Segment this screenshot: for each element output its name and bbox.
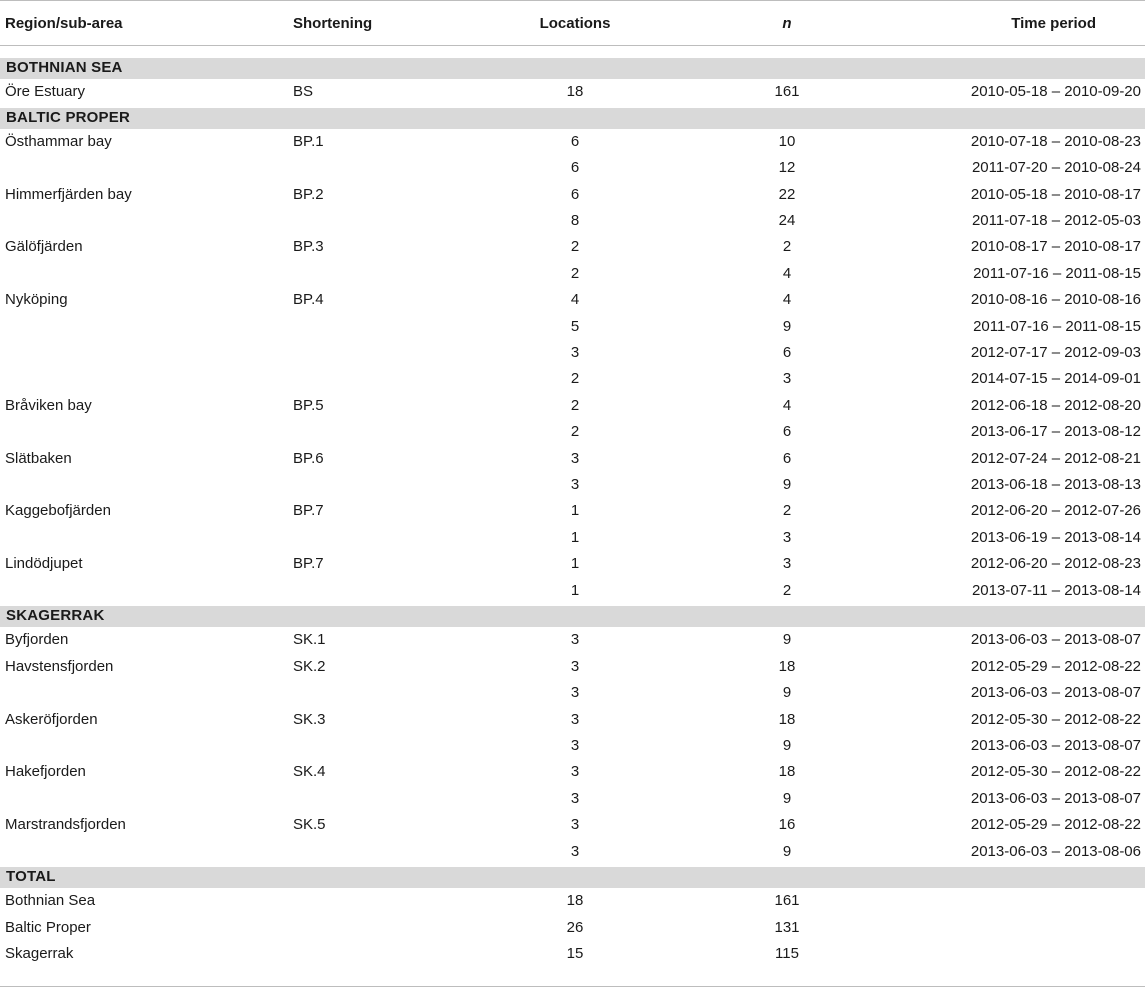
cell-time-period: 2011-07-16 – 2011-08-15 xyxy=(973,264,1141,282)
cell-region: Lindödjupet xyxy=(5,555,83,573)
table-row xyxy=(0,680,1145,706)
table-row xyxy=(0,759,1145,785)
cell-time-period: 2012-06-20 – 2012-07-26 xyxy=(970,502,1141,520)
table-row xyxy=(0,155,1145,181)
cell-time-period: 2012-06-18 – 2012-08-20 xyxy=(970,396,1141,414)
table-row xyxy=(0,446,1145,472)
section-header xyxy=(0,108,1145,129)
cell-shortening: BP.6 xyxy=(293,449,324,467)
cell-time-period: 2013-07-11 – 2013-08-14 xyxy=(971,581,1141,599)
cell-locations: 5 xyxy=(570,317,580,335)
cell-shortening: SK.2 xyxy=(293,657,326,675)
header-time-period: Time period xyxy=(1011,15,1096,32)
header-locations: Locations xyxy=(539,15,611,32)
section-title: BOTHNIAN SEA xyxy=(6,59,123,76)
table-row xyxy=(0,888,1145,914)
table-row xyxy=(0,525,1145,551)
cell-n: 3 xyxy=(782,370,792,388)
table-row xyxy=(0,261,1145,287)
section-header xyxy=(0,606,1145,627)
cell-locations: 3 xyxy=(570,631,580,649)
cell-locations: 18 xyxy=(566,892,584,910)
cell-locations: 2 xyxy=(570,423,580,441)
cell-time-period: 2012-06-20 – 2012-08-23 xyxy=(970,555,1141,573)
cell-locations: 3 xyxy=(570,475,580,493)
cell-time-period: 2013-06-03 – 2013-08-06 xyxy=(970,842,1141,860)
cell-n: 2 xyxy=(782,238,792,256)
cell-locations: 2 xyxy=(570,264,580,282)
cell-locations: 6 xyxy=(570,185,580,203)
cell-shortening: BP.4 xyxy=(293,291,324,309)
table-row xyxy=(0,419,1145,445)
cell-shortening: BP.1 xyxy=(293,132,324,150)
table-row xyxy=(0,915,1145,941)
table-row xyxy=(0,314,1145,340)
cell-n: 9 xyxy=(782,317,792,335)
cell-time-period: 2011-07-18 – 2012-05-03 xyxy=(971,212,1141,230)
header-region: Region/sub-area xyxy=(5,15,123,32)
cell-region: Bothnian Sea xyxy=(5,892,96,910)
table-row xyxy=(0,340,1145,366)
cell-time-period: 2014-07-15 – 2014-09-01 xyxy=(970,370,1141,388)
cell-n: 18 xyxy=(778,710,796,728)
table-body xyxy=(0,58,1145,968)
table-row xyxy=(0,941,1145,967)
cell-time-period: 2013-06-18 – 2013-08-13 xyxy=(970,475,1141,493)
table-row xyxy=(0,654,1145,680)
cell-locations: 6 xyxy=(570,132,580,150)
cell-time-period: 2011-07-20 – 2010-08-24 xyxy=(971,159,1141,177)
cell-region: Nyköping xyxy=(5,291,68,309)
cell-n: 131 xyxy=(774,918,800,936)
cell-region: Gälöfjärden xyxy=(5,238,83,256)
header-shortening: Shortening xyxy=(293,15,373,32)
section-header xyxy=(0,58,1145,79)
table-row xyxy=(0,472,1145,498)
cell-locations: 3 xyxy=(570,736,580,754)
cell-n: 18 xyxy=(778,657,796,675)
cell-time-period: 2013-06-19 – 2013-08-14 xyxy=(970,528,1141,546)
table-row xyxy=(0,129,1145,155)
cell-region: Baltic Proper xyxy=(5,918,91,936)
cell-n: 4 xyxy=(782,264,792,282)
table-row xyxy=(0,366,1145,392)
cell-time-period: 2012-07-17 – 2012-09-03 xyxy=(970,344,1141,362)
cell-region: Skagerrak xyxy=(5,945,74,963)
cell-n: 4 xyxy=(782,291,792,309)
cell-n: 10 xyxy=(778,132,796,150)
cell-shortening: BP.7 xyxy=(293,502,324,520)
cell-locations: 1 xyxy=(570,528,580,546)
table-row xyxy=(0,79,1145,105)
cell-locations: 3 xyxy=(570,684,580,702)
cell-n: 4 xyxy=(782,396,792,414)
cell-n: 3 xyxy=(782,555,792,573)
cell-shortening: SK.3 xyxy=(293,710,326,728)
cell-locations: 1 xyxy=(570,502,580,520)
table-bottom-rule xyxy=(0,986,1145,987)
cell-time-period: 2010-05-18 – 2010-09-20 xyxy=(970,83,1141,100)
cell-time-period: 2010-07-18 – 2010-08-23 xyxy=(970,132,1141,150)
cell-time-period: 2010-08-17 – 2010-08-17 xyxy=(970,238,1141,256)
cell-region: Havstensfjorden xyxy=(5,657,114,675)
cell-n: 22 xyxy=(778,185,796,203)
section-header xyxy=(0,867,1145,888)
cell-region: Slätbaken xyxy=(5,449,72,467)
section-title: BALTIC PROPER xyxy=(6,108,130,126)
cell-locations: 3 xyxy=(570,344,580,362)
cell-n: 24 xyxy=(778,212,796,230)
cell-n: 9 xyxy=(782,631,792,649)
cell-time-period: 2013-06-03 – 2013-08-07 xyxy=(970,789,1141,807)
cell-n: 9 xyxy=(782,789,792,807)
cell-locations: 18 xyxy=(566,83,584,100)
table-row xyxy=(0,234,1145,260)
cell-locations: 2 xyxy=(570,370,580,388)
table-row xyxy=(0,498,1145,524)
header-n: n xyxy=(782,15,792,32)
table-row xyxy=(0,393,1145,419)
cell-n: 12 xyxy=(778,159,796,177)
cell-n: 115 xyxy=(775,945,799,963)
cell-locations: 3 xyxy=(570,816,580,834)
cell-time-period: 2012-05-29 – 2012-08-22 xyxy=(970,657,1141,675)
cell-locations: 3 xyxy=(570,710,580,728)
table-row xyxy=(0,182,1145,208)
cell-n: 9 xyxy=(782,684,792,702)
cell-locations: 2 xyxy=(570,396,580,414)
cell-region: Östhammar bay xyxy=(5,132,112,150)
cell-locations: 8 xyxy=(570,212,580,230)
cell-locations: 3 xyxy=(570,763,580,781)
section-title: TOTAL xyxy=(6,868,56,886)
cell-region: Byfjorden xyxy=(5,631,69,649)
table-row xyxy=(0,578,1145,604)
cell-shortening: SK.1 xyxy=(293,631,326,649)
cell-locations: 1 xyxy=(570,581,580,599)
cell-n: 9 xyxy=(782,842,792,860)
cell-locations: 2 xyxy=(570,238,580,256)
cell-time-period: 2013-06-17 – 2013-08-12 xyxy=(970,423,1141,441)
cell-locations: 26 xyxy=(566,918,584,936)
table-row xyxy=(0,551,1145,577)
cell-time-period: 2012-05-30 – 2012-08-22 xyxy=(970,710,1141,728)
cell-n: 6 xyxy=(782,423,792,441)
cell-time-period: 2013-06-03 – 2013-08-07 xyxy=(970,736,1141,754)
table-row xyxy=(0,839,1145,865)
cell-shortening: BP.7 xyxy=(293,555,324,573)
cell-locations: 3 xyxy=(570,657,580,675)
cell-n: 16 xyxy=(778,816,796,834)
cell-locations: 3 xyxy=(570,842,580,860)
section-title: SKAGERRAK xyxy=(6,607,105,625)
table-row xyxy=(0,208,1145,234)
cell-region: Hakefjorden xyxy=(5,763,86,781)
cell-locations: 3 xyxy=(570,449,580,467)
cell-time-period: 2013-06-03 – 2013-08-07 xyxy=(970,684,1141,702)
cell-time-period: 2013-06-03 – 2013-08-07 xyxy=(970,631,1141,649)
cell-n: 9 xyxy=(782,736,792,754)
cell-time-period: 2010-08-16 – 2010-08-16 xyxy=(970,291,1141,309)
cell-locations: 6 xyxy=(570,159,580,177)
cell-shortening: BP.5 xyxy=(293,396,324,414)
cell-n: 161 xyxy=(774,892,800,910)
table-row xyxy=(0,812,1145,838)
table-row xyxy=(0,287,1145,313)
cell-shortening: BP.2 xyxy=(293,185,324,203)
cell-time-period: 2012-07-24 – 2012-08-21 xyxy=(970,449,1141,467)
cell-locations: 3 xyxy=(570,789,580,807)
cell-time-period: 2010-05-18 – 2010-08-17 xyxy=(970,185,1141,203)
cell-n: 3 xyxy=(782,528,792,546)
cell-locations: 15 xyxy=(566,945,584,963)
table-row xyxy=(0,707,1145,733)
cell-locations: 4 xyxy=(570,291,580,309)
table-header xyxy=(0,0,1145,46)
cell-time-period: 2012-05-29 – 2012-08-22 xyxy=(970,816,1141,834)
cell-n: 18 xyxy=(778,763,796,781)
cell-shortening: SK.4 xyxy=(293,763,326,781)
cell-n: 6 xyxy=(782,344,792,362)
cell-region: Marstrandsfjorden xyxy=(5,816,126,834)
cell-locations: 1 xyxy=(570,555,580,573)
table-row xyxy=(0,786,1145,812)
cell-shortening: SK.5 xyxy=(293,816,326,834)
cell-n: 2 xyxy=(782,581,792,599)
cell-region: Öre Estuary xyxy=(5,83,86,100)
cell-n: 161 xyxy=(774,83,800,100)
cell-n: 2 xyxy=(782,502,792,520)
cell-region: Himmerfjärden bay xyxy=(5,185,132,203)
table-row xyxy=(0,733,1145,759)
cell-shortening: BP.3 xyxy=(293,238,324,256)
cell-time-period: 2012-05-30 – 2012-08-22 xyxy=(970,763,1141,781)
table-row xyxy=(0,627,1145,653)
cell-shortening: BS xyxy=(293,83,314,100)
cell-region: Bråviken bay xyxy=(5,396,92,414)
cell-region: Askeröfjorden xyxy=(5,710,98,728)
cell-n: 9 xyxy=(782,475,792,493)
cell-region: Kaggebofjärden xyxy=(5,502,111,520)
cell-time-period: 2011-07-16 – 2011-08-15 xyxy=(973,317,1141,335)
cell-n: 6 xyxy=(782,449,792,467)
